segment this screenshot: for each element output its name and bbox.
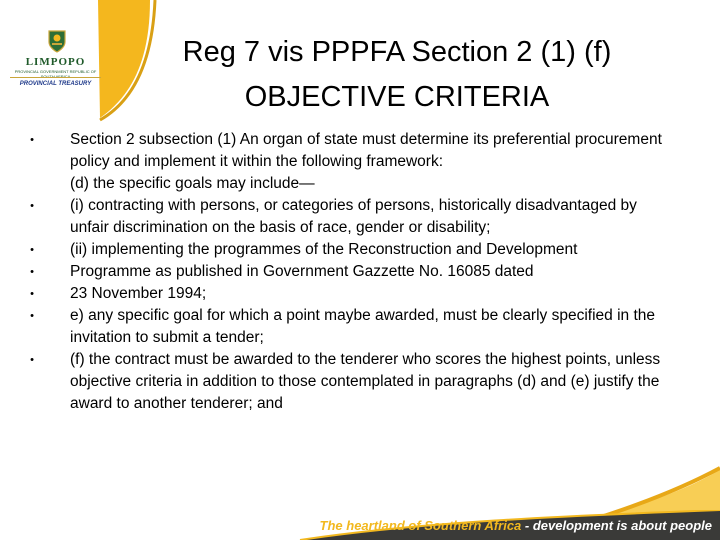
- bullet-marker: •: [30, 200, 34, 212]
- logo-name: LIMPOPO: [25, 56, 86, 68]
- bullet-item: [26, 195, 676, 239]
- bullet-text: (d) the specific goals may include—: [70, 175, 315, 192]
- bullet-item: [26, 261, 676, 283]
- bullet-marker: •: [30, 310, 34, 322]
- slide-title: [112, 30, 682, 120]
- bullet-text: 23 November 1994;: [70, 285, 207, 302]
- bullet-text: (f) the contract must be awarded to the tenderer who scores the highest points, unless objective criteria in addition to those contemplated in paragraphs (d) and (e) justify the award to another tenderer; and: [70, 351, 661, 412]
- logo-divider: [10, 77, 101, 78]
- limpopo-logo: [8, 28, 103, 98]
- bullet-list: [26, 129, 676, 415]
- footer-tagline-part1: The heartland of Southern Africa: [319, 518, 522, 533]
- bullet-marker: •: [30, 266, 34, 278]
- coat-of-arms-icon: [46, 28, 68, 54]
- title-line-1: Reg 7 vis PPPFA Section 2 (1) (f): [182, 36, 612, 68]
- bullet-marker: •: [30, 288, 34, 300]
- bullet-item: [26, 129, 676, 173]
- bullet-marker: •: [30, 134, 34, 146]
- bullet-text: e) any specific goal for which a point maybe awarded, must be clearly specified in the invitation to submit a tender;: [70, 307, 655, 346]
- bullet-text: (i) contracting with persons, or categories of persons, historically disadvantaged by unfair discrimination on the basis of race, gender or disability;: [70, 197, 637, 236]
- bullet-item: [26, 349, 676, 415]
- bullet-text: Section 2 subsection (1) An organ of state must determine its preferential procurement policy and implement it within the following framework:: [70, 131, 662, 170]
- logo-subtitle: PROVINCIAL GOVERNMENT REPUBLIC OF: [14, 69, 97, 74]
- bullet-item: [26, 239, 676, 261]
- logo-department: PROVINCIAL TREASURY: [19, 81, 92, 87]
- bullet-item: [26, 283, 676, 305]
- bullet-item: [26, 173, 676, 195]
- title-line-2: OBJECTIVE CRITERIA: [244, 81, 550, 113]
- bullet-text: Programme as published in Government Gazzette No. 16085 dated: [70, 263, 534, 280]
- bullet-item: [26, 305, 676, 349]
- footer-tagline-part2: - development is about people: [521, 518, 712, 533]
- bullet-marker: •: [30, 244, 34, 256]
- bullet-text: (ii) implementing the programmes of the Reconstruction and Development: [70, 241, 578, 258]
- bullet-marker: •: [30, 354, 34, 366]
- footer-tagline: [320, 518, 712, 533]
